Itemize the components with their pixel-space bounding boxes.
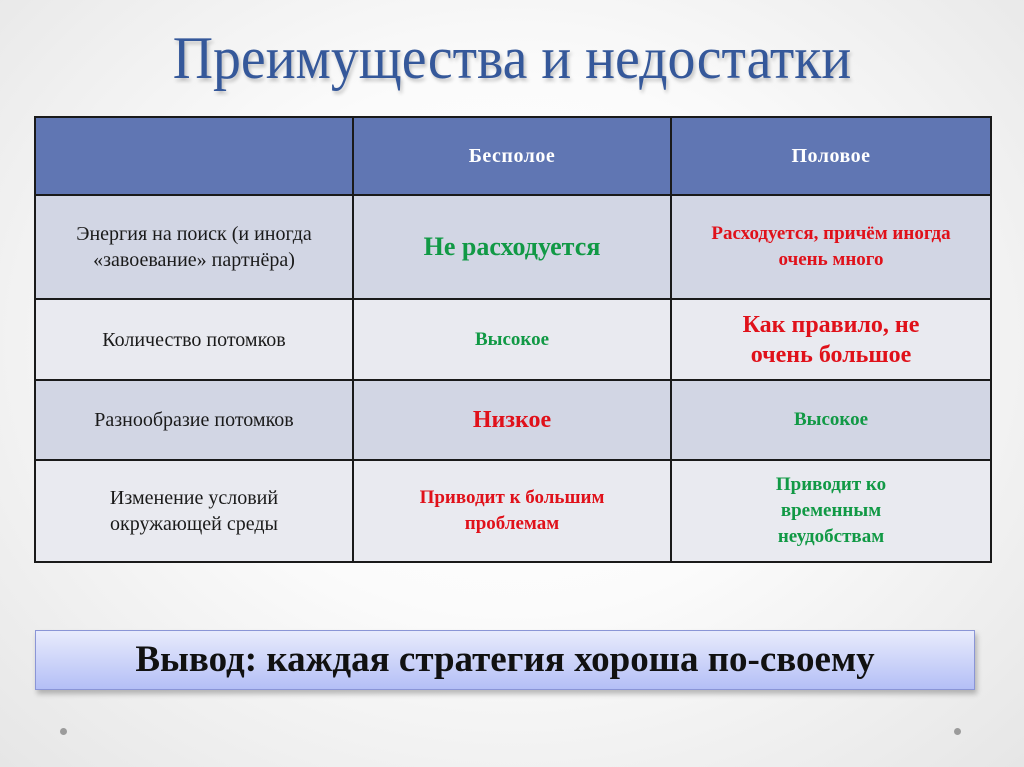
table-row xyxy=(35,195,991,299)
asexual-cell: Низкое xyxy=(353,380,671,460)
header-empty xyxy=(35,117,353,195)
asexual-cell: Приводит к большим проблемам xyxy=(353,460,671,562)
table-row xyxy=(35,299,991,380)
row-label: Количество потомков xyxy=(35,299,353,380)
row-label: Изменение условий окружающей среды xyxy=(35,460,353,562)
asexual-cell: Высокое xyxy=(353,299,671,380)
asexual-cell: Не расходуется xyxy=(353,195,671,299)
decorative-dot-left xyxy=(60,728,67,735)
comparison-table xyxy=(34,116,992,563)
slide-title: Преимущества и недостатки xyxy=(172,25,852,91)
decorative-dot-right xyxy=(954,728,961,735)
sexual-cell: Приводит ко временным неудобствам xyxy=(671,460,991,562)
header-sexual: Половое xyxy=(671,117,991,195)
sexual-cell: Как правило, не очень большое xyxy=(671,299,991,380)
table-row xyxy=(35,380,991,460)
row-label: Энергия на поиск (и иногда «завоевание» партнёра) xyxy=(35,195,353,299)
row-label: Разнообразие потомков xyxy=(35,380,353,460)
table-row xyxy=(35,460,991,562)
header-asexual: Бесполое xyxy=(353,117,671,195)
sexual-cell: Расходуется, причём иногда очень много xyxy=(671,195,991,299)
sexual-cell: Высокое xyxy=(671,380,991,460)
conclusion-box: Вывод: каждая стратегия хороша по-своему xyxy=(35,630,975,690)
table-header-row xyxy=(35,117,991,195)
